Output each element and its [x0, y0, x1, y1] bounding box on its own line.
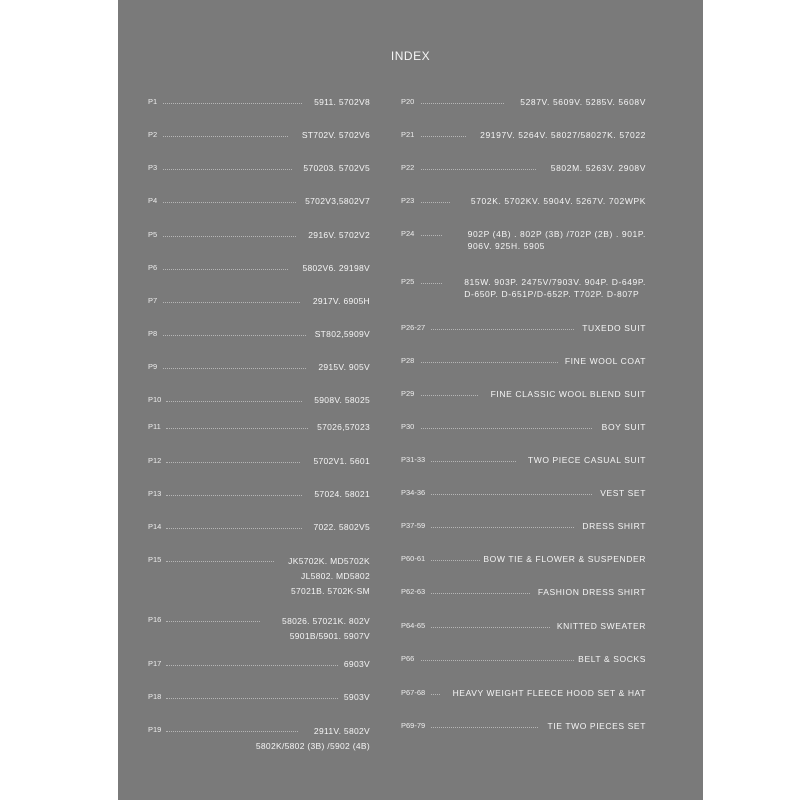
entry-desc-line: BELT & SOCKS — [578, 654, 646, 664]
entry-desc-line: FINE CLASSIC WOOL BLEND SUIT — [490, 389, 646, 399]
entry-leader — [431, 461, 516, 462]
entry-leader — [421, 202, 450, 203]
entry-leader — [166, 621, 260, 622]
entry-page: P22 — [401, 163, 415, 172]
entry-desc — [318, 361, 370, 373]
entry-page: P62-63 — [401, 587, 426, 596]
entry-desc — [602, 421, 646, 433]
entry-desc — [302, 129, 370, 141]
entry-desc — [303, 162, 370, 174]
entry-desc-line: 58026. 57021K. 802V — [282, 616, 370, 626]
entry-desc-line: 7022. 5802V5 — [313, 522, 370, 532]
entry-leader — [431, 627, 550, 628]
entry-desc-line: JK5702K. MD5702K — [288, 556, 370, 566]
entry-desc-line: 57021B. 5702K-SM — [291, 586, 370, 596]
entry-leader — [163, 202, 296, 203]
entry-page: P8 — [148, 329, 158, 338]
entry-page: P5 — [148, 230, 158, 239]
entry-leader — [166, 462, 300, 463]
entry-leader — [431, 694, 440, 695]
entry-desc-line: FASHION DRESS SHIRT — [537, 587, 646, 597]
entry-leader — [421, 136, 466, 137]
entry-page: P23 — [401, 196, 415, 205]
entry-desc-line: 5702V1. 5601 — [313, 456, 370, 466]
entry-desc — [302, 262, 370, 274]
entry-desc-line: ST802,5909V — [314, 329, 370, 339]
entry-desc — [314, 488, 370, 500]
entry-desc-line: 815W. 903P. 2475V/7903V. 904P. D-649P. — [464, 277, 646, 287]
entry-page: P15 — [148, 555, 162, 564]
entry-leader — [166, 561, 274, 562]
entry-desc — [565, 355, 646, 367]
entry-page: P21 — [401, 130, 415, 139]
entry-desc-line: 2911V. 5802V — [313, 726, 370, 736]
entry-desc — [471, 195, 646, 207]
entry-desc-line: 5901B/5901. 5907V — [289, 631, 370, 641]
entry-page: P17 — [148, 659, 162, 668]
entry-page: P18 — [148, 692, 162, 701]
entry-desc-line: 5802K/5802 (3B) /5902 (4B) — [255, 741, 370, 751]
entry-desc-line: 5911. 5702V8 — [314, 97, 370, 107]
entry-leader — [421, 395, 478, 396]
entry-desc — [453, 687, 646, 699]
entry-desc — [557, 620, 646, 632]
entry-page: P19 — [148, 725, 162, 734]
entry-page: P9 — [148, 362, 158, 371]
entry-desc — [308, 229, 370, 241]
entry-desc-line: 5802M. 5263V. 2908V — [550, 163, 646, 173]
entry-desc — [578, 653, 646, 665]
entry-desc — [288, 554, 370, 599]
entry-leader — [163, 368, 306, 369]
entry-page: P69-79 — [401, 721, 426, 730]
entry-desc-line: 5702V3,5802V7 — [305, 196, 370, 206]
entry-desc-line: 2916V. 5702V2 — [308, 230, 370, 240]
entry-page: P16 — [148, 615, 162, 624]
entry-desc-line: 57024. 58021 — [314, 489, 370, 499]
entry-desc-line: FINE WOOL COAT — [564, 356, 646, 366]
entry-page: P67-68 — [401, 688, 426, 697]
entry-desc-line: TWO PIECE CASUAL SUIT — [527, 455, 646, 465]
entry-page: P3 — [148, 163, 158, 172]
entry-desc-line: 570203. 5702V5 — [303, 163, 370, 173]
entry-desc — [483, 553, 646, 565]
entry-leader — [166, 428, 308, 429]
entry-desc-line: 906V. 925H. 5905 — [467, 241, 545, 251]
entry-desc — [313, 521, 370, 533]
entry-page: P7 — [148, 296, 158, 305]
entry-desc — [344, 658, 370, 670]
entry-page: P1 — [148, 97, 158, 106]
entry-leader — [163, 335, 306, 336]
entry-leader — [421, 428, 592, 429]
entry-desc-line: VEST SET — [600, 488, 646, 498]
entry-leader — [421, 660, 574, 661]
entry-desc — [600, 487, 646, 499]
entry-page: P11 — [148, 422, 161, 431]
entry-desc — [520, 96, 646, 108]
entry-leader — [431, 494, 592, 495]
entry-page: P64-65 — [401, 621, 426, 630]
entry-page: P66 — [401, 654, 415, 663]
entry-page: P4 — [148, 196, 158, 205]
entry-desc-line: 2917V. 6905H — [312, 296, 370, 306]
entry-leader — [421, 283, 442, 284]
index-page — [118, 0, 703, 800]
entry-desc-line: ST702V. 5702V6 — [301, 130, 370, 140]
entry-leader — [166, 528, 302, 529]
page-title: INDEX — [390, 49, 431, 63]
entry-page: P14 — [148, 522, 162, 531]
entry-desc-line: 5702K. 5702KV. 5904V. 5267V. 702WPK — [470, 196, 646, 206]
entry-desc — [464, 276, 646, 300]
entry-leader — [166, 665, 338, 666]
entry-desc — [551, 162, 646, 174]
entry-desc — [528, 454, 646, 466]
entry-desc — [282, 614, 370, 644]
entry-desc-line: HEAVY WEIGHT FLEECE HOOD SET & HAT — [452, 688, 646, 698]
entry-page: P29 — [401, 389, 415, 398]
entry-desc-line: 902P (4B) . 802P (3B) /702P (2B) . 901P. — [467, 229, 646, 239]
entry-page: P13 — [148, 489, 162, 498]
entry-desc-line: 2915V. 905V — [318, 362, 370, 372]
entry-page: P12 — [148, 456, 162, 465]
entry-leader — [163, 103, 302, 104]
entry-leader — [431, 527, 574, 528]
entry-leader — [421, 235, 442, 236]
entry-desc-line: D-650P. D-651P/D-652P. T702P. D-807P — [464, 289, 640, 299]
entry-page: P31-33 — [401, 455, 426, 464]
entry-leader — [163, 136, 288, 137]
entry-leader — [166, 401, 302, 402]
entry-desc — [305, 195, 370, 207]
entry-desc — [256, 724, 370, 754]
entry-leader — [431, 727, 538, 728]
entry-desc-line: 5908V. 58025 — [314, 395, 370, 405]
entry-desc — [314, 96, 370, 108]
entry-page: P6 — [148, 263, 158, 272]
entry-desc-line: BOW TIE & FLOWER & SUSPENDER — [483, 554, 646, 564]
entry-page: P24 — [401, 229, 415, 238]
entry-page: P26-27 — [401, 323, 426, 332]
entry-leader — [431, 593, 530, 594]
entry-leader — [166, 495, 302, 496]
entry-leader — [163, 302, 300, 303]
entry-desc — [315, 328, 370, 340]
entry-desc-line: 57026,57023 — [317, 422, 370, 432]
entry-desc — [344, 691, 370, 703]
entry-desc-line: 5802V6. 29198V — [302, 263, 370, 273]
entry-desc-line: BOY SUIT — [601, 422, 646, 432]
entry-leader — [421, 103, 504, 104]
entry-page: P37-59 — [401, 521, 426, 530]
entry-desc-line: 29197V. 5264V. 58027/58027K. 57022 — [480, 130, 646, 140]
entry-desc-line: 5287V. 5609V. 5285V. 5608V — [520, 97, 646, 107]
entry-desc — [491, 388, 646, 400]
entry-page: P25 — [401, 277, 415, 286]
entry-leader — [163, 269, 288, 270]
entry-leader — [421, 362, 558, 363]
entry-desc — [480, 129, 646, 141]
entry-desc — [317, 421, 370, 433]
entry-page: P34-36 — [401, 488, 426, 497]
entry-leader — [431, 329, 574, 330]
entry-desc — [313, 455, 370, 467]
entry-desc-line: JL5802. MD5802 — [301, 571, 370, 581]
entry-page: P2 — [148, 130, 158, 139]
entry-leader — [166, 698, 338, 699]
entry-desc — [582, 520, 646, 532]
entry-desc — [582, 322, 646, 334]
entry-desc — [468, 228, 646, 252]
entry-page: P20 — [401, 97, 415, 106]
entry-desc-line: DRESS SHIRT — [582, 521, 646, 531]
entry-desc — [314, 394, 370, 406]
entry-desc-line: TIE TWO PIECES SET — [547, 721, 646, 731]
entry-page: P10 — [148, 395, 162, 404]
entry-desc — [538, 586, 646, 598]
entry-desc-line: KNITTED SWEATER — [556, 621, 646, 631]
entry-page: P30 — [401, 422, 415, 431]
entry-leader — [431, 560, 480, 561]
entry-desc — [548, 720, 647, 732]
entry-page: P60-61 — [401, 554, 426, 563]
entry-desc-line: TUXEDO SUIT — [582, 323, 646, 333]
entry-desc-line: 5903V — [343, 692, 370, 702]
entry-leader — [163, 169, 292, 170]
entry-leader — [421, 169, 536, 170]
entry-desc — [313, 295, 370, 307]
entry-desc-line: 6903V — [343, 659, 370, 669]
entry-page: P28 — [401, 356, 415, 365]
entry-leader — [163, 236, 296, 237]
